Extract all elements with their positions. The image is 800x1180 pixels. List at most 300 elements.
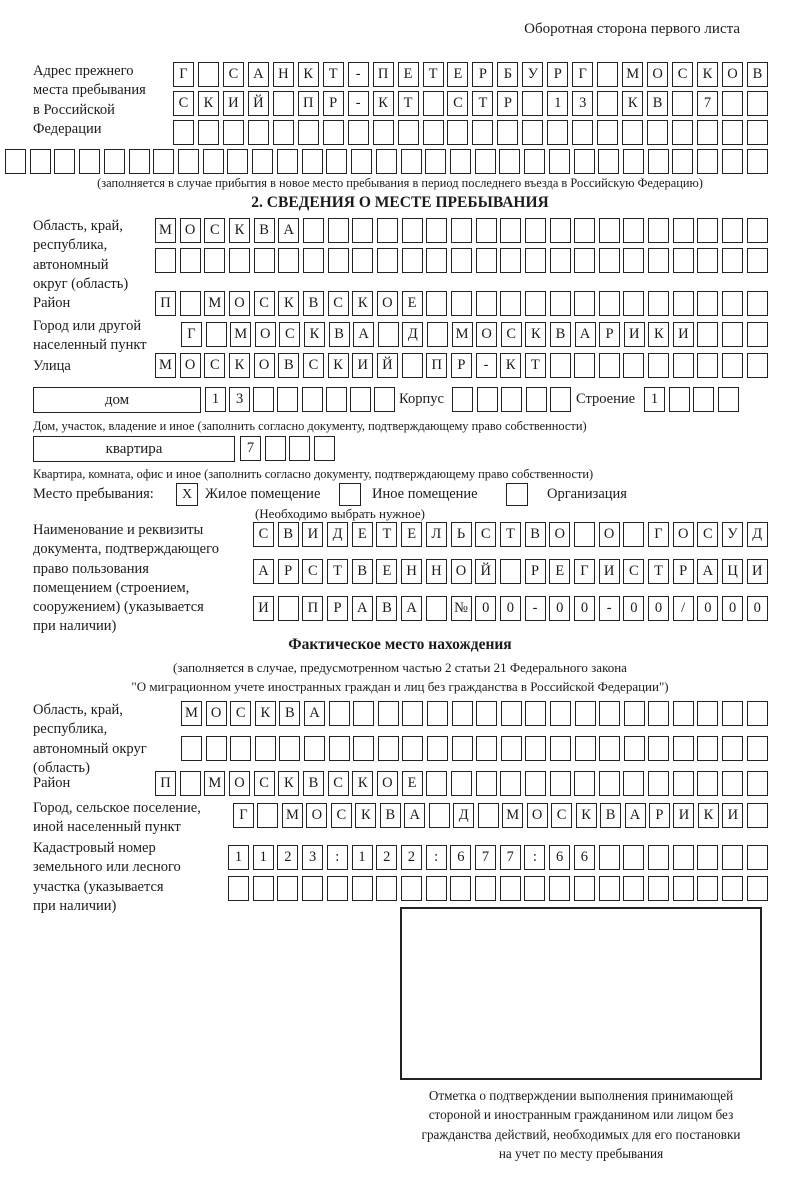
char-cell[interactable]: К	[355, 803, 376, 828]
char-cell[interactable]	[747, 91, 768, 116]
char-cell[interactable]	[747, 322, 768, 347]
char-cell[interactable]	[402, 248, 423, 273]
char-cell[interactable]	[648, 845, 669, 870]
char-cell[interactable]: К	[278, 291, 299, 316]
char-cell[interactable]: К	[298, 62, 319, 87]
char-cell[interactable]	[501, 701, 522, 726]
char-cell[interactable]	[401, 149, 422, 174]
char-cell[interactable]: К	[255, 701, 276, 726]
char-cell[interactable]	[550, 353, 571, 378]
char-cell[interactable]	[525, 771, 546, 796]
char-cell[interactable]: 0	[623, 596, 644, 621]
char-cell[interactable]: 7	[697, 91, 718, 116]
char-cell[interactable]	[204, 248, 225, 273]
char-cell[interactable]: А	[352, 596, 373, 621]
char-cell[interactable]	[302, 387, 323, 412]
char-cell[interactable]: И	[599, 559, 620, 584]
char-cell[interactable]: 1	[547, 91, 568, 116]
char-cell[interactable]	[425, 149, 446, 174]
char-cell[interactable]	[476, 701, 497, 726]
char-cell[interactable]	[477, 387, 498, 412]
char-cell[interactable]: О	[647, 62, 668, 87]
char-cell[interactable]	[401, 876, 422, 901]
char-cell[interactable]: К	[697, 62, 718, 87]
char-cell[interactable]: Н	[426, 559, 447, 584]
char-cell[interactable]	[254, 248, 275, 273]
char-cell[interactable]: В	[279, 701, 300, 726]
char-cell[interactable]	[547, 120, 568, 145]
char-cell[interactable]	[500, 559, 521, 584]
char-cell[interactable]: О	[377, 291, 398, 316]
char-cell[interactable]	[273, 120, 294, 145]
char-cell[interactable]: 1	[644, 387, 665, 412]
char-cell[interactable]	[574, 876, 595, 901]
char-cell[interactable]: К	[352, 291, 373, 316]
char-cell[interactable]: №	[451, 596, 472, 621]
char-cell[interactable]: О	[549, 522, 570, 547]
char-cell[interactable]: С	[173, 91, 194, 116]
char-cell[interactable]: П	[155, 291, 176, 316]
char-cell[interactable]: 7	[475, 845, 496, 870]
char-cell[interactable]: О	[306, 803, 327, 828]
char-cell[interactable]: О	[476, 322, 497, 347]
char-cell[interactable]: К	[648, 322, 669, 347]
char-cell[interactable]	[129, 149, 150, 174]
char-cell[interactable]	[278, 596, 299, 621]
char-cell[interactable]	[648, 248, 669, 273]
char-cell[interactable]	[423, 120, 444, 145]
char-cell[interactable]	[426, 248, 447, 273]
char-cell[interactable]: В	[278, 522, 299, 547]
char-cell[interactable]: Д	[327, 522, 348, 547]
char-cell[interactable]: М	[181, 701, 202, 726]
char-cell[interactable]	[476, 291, 497, 316]
char-cell[interactable]: М	[204, 291, 225, 316]
char-cell[interactable]	[304, 736, 325, 761]
char-cell[interactable]	[697, 322, 718, 347]
char-cell[interactable]: С	[447, 91, 468, 116]
char-cell[interactable]: Т	[327, 559, 348, 584]
char-cell[interactable]: П	[298, 91, 319, 116]
char-cell[interactable]	[452, 387, 473, 412]
char-cell[interactable]	[352, 248, 373, 273]
char-cell[interactable]: С	[551, 803, 572, 828]
char-cell[interactable]: О	[673, 522, 694, 547]
char-cell[interactable]: И	[253, 596, 274, 621]
stay-type-checkbox-dwelling[interactable]: X	[176, 483, 198, 506]
char-cell[interactable]	[476, 736, 497, 761]
char-cell[interactable]: Е	[447, 62, 468, 87]
char-cell[interactable]	[722, 291, 743, 316]
char-cell[interactable]	[722, 149, 743, 174]
char-cell[interactable]: 1	[205, 387, 226, 412]
char-cell[interactable]	[526, 387, 547, 412]
char-cell[interactable]: И	[302, 522, 323, 547]
char-cell[interactable]	[323, 120, 344, 145]
char-cell[interactable]	[522, 91, 543, 116]
char-cell[interactable]: А	[401, 596, 422, 621]
char-cell[interactable]: С	[623, 559, 644, 584]
char-cell[interactable]	[599, 771, 620, 796]
char-cell[interactable]: Й	[377, 353, 398, 378]
char-cell[interactable]: С	[223, 62, 244, 87]
char-cell[interactable]	[289, 436, 310, 461]
char-cell[interactable]	[206, 736, 227, 761]
char-cell[interactable]: 6	[450, 845, 471, 870]
char-cell[interactable]	[722, 248, 743, 273]
char-cell[interactable]	[326, 149, 347, 174]
char-cell[interactable]	[450, 876, 471, 901]
char-cell[interactable]	[203, 149, 224, 174]
char-cell[interactable]	[574, 522, 595, 547]
char-cell[interactable]	[257, 803, 278, 828]
char-cell[interactable]	[353, 736, 374, 761]
char-cell[interactable]: -	[476, 353, 497, 378]
char-cell[interactable]: К	[525, 322, 546, 347]
char-cell[interactable]	[672, 120, 693, 145]
char-cell[interactable]	[673, 218, 694, 243]
char-cell[interactable]	[697, 353, 718, 378]
char-cell[interactable]	[402, 353, 423, 378]
char-cell[interactable]: О	[451, 559, 472, 584]
char-cell[interactable]	[525, 736, 546, 761]
char-cell[interactable]	[697, 701, 718, 726]
char-cell[interactable]	[426, 876, 447, 901]
char-cell[interactable]	[525, 291, 546, 316]
char-cell[interactable]: М	[155, 353, 176, 378]
char-cell[interactable]: 7	[240, 436, 261, 461]
char-cell[interactable]: В	[747, 62, 768, 87]
char-cell[interactable]	[550, 387, 571, 412]
char-cell[interactable]: А	[278, 218, 299, 243]
char-cell[interactable]	[452, 701, 473, 726]
char-cell[interactable]: В	[303, 291, 324, 316]
char-cell[interactable]	[252, 149, 273, 174]
char-cell[interactable]	[623, 248, 644, 273]
char-cell[interactable]	[550, 771, 571, 796]
char-cell[interactable]: В	[550, 322, 571, 347]
char-cell[interactable]: Т	[472, 91, 493, 116]
char-cell[interactable]	[572, 120, 593, 145]
char-cell[interactable]: С	[331, 803, 352, 828]
char-cell[interactable]	[669, 387, 690, 412]
char-cell[interactable]: Т	[525, 353, 546, 378]
char-cell[interactable]	[5, 149, 26, 174]
char-cell[interactable]	[747, 701, 768, 726]
char-cell[interactable]	[574, 353, 595, 378]
char-cell[interactable]	[352, 876, 373, 901]
char-cell[interactable]	[697, 771, 718, 796]
char-cell[interactable]: К	[278, 771, 299, 796]
char-cell[interactable]: А	[304, 701, 325, 726]
char-cell[interactable]: Й	[475, 559, 496, 584]
char-cell[interactable]	[648, 736, 669, 761]
char-cell[interactable]	[697, 291, 718, 316]
char-cell[interactable]: Т	[648, 559, 669, 584]
char-cell[interactable]: В	[600, 803, 621, 828]
char-cell[interactable]	[525, 218, 546, 243]
char-cell[interactable]	[648, 291, 669, 316]
char-cell[interactable]: И	[624, 322, 645, 347]
char-cell[interactable]	[599, 353, 620, 378]
char-cell[interactable]	[673, 291, 694, 316]
char-cell[interactable]	[198, 62, 219, 87]
char-cell[interactable]: Р	[497, 91, 518, 116]
char-cell[interactable]	[747, 771, 768, 796]
char-cell[interactable]	[500, 771, 521, 796]
char-cell[interactable]: О	[599, 522, 620, 547]
char-cell[interactable]	[451, 291, 472, 316]
char-cell[interactable]: И	[673, 322, 694, 347]
char-cell[interactable]	[378, 701, 399, 726]
char-cell[interactable]	[673, 771, 694, 796]
char-cell[interactable]: 0	[549, 596, 570, 621]
char-cell[interactable]	[500, 291, 521, 316]
char-cell[interactable]	[718, 387, 739, 412]
char-cell[interactable]: Т	[376, 522, 397, 547]
char-cell[interactable]: В	[525, 522, 546, 547]
char-cell[interactable]	[598, 149, 619, 174]
char-cell[interactable]: П	[426, 353, 447, 378]
char-cell[interactable]: О	[722, 62, 743, 87]
char-cell[interactable]	[747, 149, 768, 174]
char-cell[interactable]	[597, 91, 618, 116]
char-cell[interactable]: К	[229, 218, 250, 243]
char-cell[interactable]: Н	[273, 62, 294, 87]
char-cell[interactable]	[648, 353, 669, 378]
char-cell[interactable]: 3	[229, 387, 250, 412]
char-cell[interactable]	[501, 387, 522, 412]
char-cell[interactable]: А	[353, 322, 374, 347]
char-cell[interactable]	[427, 322, 448, 347]
char-cell[interactable]: Р	[327, 596, 348, 621]
char-cell[interactable]: К	[328, 353, 349, 378]
char-cell[interactable]	[599, 736, 620, 761]
char-cell[interactable]: Е	[402, 771, 423, 796]
char-cell[interactable]	[623, 353, 644, 378]
char-cell[interactable]	[697, 218, 718, 243]
char-cell[interactable]	[429, 803, 450, 828]
char-cell[interactable]	[673, 736, 694, 761]
char-cell[interactable]: С	[254, 771, 275, 796]
char-cell[interactable]	[747, 803, 768, 828]
char-cell[interactable]	[648, 876, 669, 901]
char-cell[interactable]: М	[452, 322, 473, 347]
char-cell[interactable]	[522, 120, 543, 145]
char-cell[interactable]: А	[253, 559, 274, 584]
char-cell[interactable]: О	[255, 322, 276, 347]
char-cell[interactable]: С	[253, 522, 274, 547]
char-cell[interactable]	[697, 149, 718, 174]
char-cell[interactable]	[476, 771, 497, 796]
char-cell[interactable]: Р	[525, 559, 546, 584]
char-cell[interactable]: Т	[500, 522, 521, 547]
char-cell[interactable]	[198, 120, 219, 145]
char-cell[interactable]: О	[229, 291, 250, 316]
char-cell[interactable]: Е	[549, 559, 570, 584]
char-cell[interactable]: О	[254, 353, 275, 378]
char-cell[interactable]	[693, 387, 714, 412]
char-cell[interactable]	[673, 845, 694, 870]
char-cell[interactable]: Т	[423, 62, 444, 87]
char-cell[interactable]	[277, 149, 298, 174]
char-cell[interactable]: Ц	[722, 559, 743, 584]
char-cell[interactable]: С	[204, 353, 225, 378]
char-cell[interactable]	[525, 248, 546, 273]
char-cell[interactable]: В	[278, 353, 299, 378]
char-cell[interactable]	[348, 120, 369, 145]
char-cell[interactable]	[722, 353, 743, 378]
char-cell[interactable]: -	[348, 62, 369, 87]
char-cell[interactable]: П	[373, 62, 394, 87]
char-cell[interactable]	[697, 845, 718, 870]
char-cell[interactable]	[253, 876, 274, 901]
char-cell[interactable]	[427, 736, 448, 761]
char-cell[interactable]: Т	[323, 62, 344, 87]
char-cell[interactable]	[550, 291, 571, 316]
char-cell[interactable]	[328, 218, 349, 243]
char-cell[interactable]	[500, 218, 521, 243]
char-cell[interactable]	[747, 353, 768, 378]
char-cell[interactable]	[672, 149, 693, 174]
char-cell[interactable]	[574, 771, 595, 796]
char-cell[interactable]	[623, 522, 644, 547]
char-cell[interactable]	[426, 771, 447, 796]
char-cell[interactable]: Р	[451, 353, 472, 378]
char-cell[interactable]	[328, 248, 349, 273]
char-cell[interactable]: -	[525, 596, 546, 621]
char-cell[interactable]	[648, 701, 669, 726]
char-cell[interactable]: К	[622, 91, 643, 116]
char-cell[interactable]	[747, 120, 768, 145]
char-cell[interactable]	[599, 248, 620, 273]
char-cell[interactable]	[350, 387, 371, 412]
char-cell[interactable]: 0	[475, 596, 496, 621]
char-cell[interactable]: В	[352, 559, 373, 584]
char-cell[interactable]	[673, 876, 694, 901]
char-cell[interactable]: Р	[649, 803, 670, 828]
char-cell[interactable]: Р	[278, 559, 299, 584]
char-cell[interactable]	[279, 736, 300, 761]
char-cell[interactable]: Е	[376, 559, 397, 584]
char-cell[interactable]	[248, 120, 269, 145]
char-cell[interactable]	[476, 248, 497, 273]
char-cell[interactable]: И	[352, 353, 373, 378]
char-cell[interactable]: М	[502, 803, 523, 828]
char-cell[interactable]	[673, 248, 694, 273]
char-cell[interactable]	[329, 701, 350, 726]
char-cell[interactable]: И	[747, 559, 768, 584]
char-cell[interactable]	[747, 291, 768, 316]
char-cell[interactable]	[398, 120, 419, 145]
char-cell[interactable]	[550, 701, 571, 726]
char-cell[interactable]: У	[722, 522, 743, 547]
char-cell[interactable]: 1	[352, 845, 373, 870]
char-cell[interactable]	[427, 701, 448, 726]
char-cell[interactable]	[426, 218, 447, 243]
char-cell[interactable]	[277, 387, 298, 412]
char-cell[interactable]	[574, 291, 595, 316]
char-cell[interactable]	[574, 149, 595, 174]
char-cell[interactable]	[525, 701, 546, 726]
char-cell[interactable]	[475, 149, 496, 174]
char-cell[interactable]	[549, 149, 570, 174]
char-cell[interactable]: М	[282, 803, 303, 828]
char-cell[interactable]: Р	[673, 559, 694, 584]
char-cell[interactable]	[673, 353, 694, 378]
char-cell[interactable]: Т	[398, 91, 419, 116]
char-cell[interactable]: С	[475, 522, 496, 547]
char-cell[interactable]: Г	[181, 322, 202, 347]
char-cell[interactable]	[722, 120, 743, 145]
char-cell[interactable]: 0	[500, 596, 521, 621]
char-cell[interactable]: В	[329, 322, 350, 347]
char-cell[interactable]: Е	[398, 62, 419, 87]
char-cell[interactable]	[402, 218, 423, 243]
char-cell[interactable]	[623, 771, 644, 796]
char-cell[interactable]: М	[155, 218, 176, 243]
char-cell[interactable]: 3	[572, 91, 593, 116]
char-cell[interactable]	[722, 91, 743, 116]
char-cell[interactable]	[499, 149, 520, 174]
char-cell[interactable]: :	[524, 845, 545, 870]
char-cell[interactable]	[378, 736, 399, 761]
char-cell[interactable]	[747, 876, 768, 901]
char-cell[interactable]: 2	[376, 845, 397, 870]
char-cell[interactable]	[478, 803, 499, 828]
char-cell[interactable]: Е	[402, 291, 423, 316]
stay-type-checkbox-other[interactable]	[339, 483, 361, 506]
char-cell[interactable]	[278, 248, 299, 273]
char-cell[interactable]	[378, 322, 399, 347]
char-cell[interactable]	[229, 248, 250, 273]
char-cell[interactable]	[352, 218, 373, 243]
char-cell[interactable]	[376, 149, 397, 174]
char-cell[interactable]: 0	[648, 596, 669, 621]
char-cell[interactable]: К	[198, 91, 219, 116]
char-cell[interactable]: 1	[253, 845, 274, 870]
char-cell[interactable]	[104, 149, 125, 174]
char-cell[interactable]	[648, 218, 669, 243]
char-cell[interactable]	[451, 248, 472, 273]
char-cell[interactable]: Й	[248, 91, 269, 116]
char-cell[interactable]	[450, 149, 471, 174]
char-cell[interactable]: О	[527, 803, 548, 828]
char-cell[interactable]: Д	[402, 322, 423, 347]
char-cell[interactable]	[206, 322, 227, 347]
char-cell[interactable]: -	[348, 91, 369, 116]
char-cell[interactable]	[697, 248, 718, 273]
char-cell[interactable]: А	[404, 803, 425, 828]
char-cell[interactable]	[599, 701, 620, 726]
char-cell[interactable]	[550, 736, 571, 761]
char-cell[interactable]: С	[697, 522, 718, 547]
char-cell[interactable]	[722, 322, 743, 347]
char-cell[interactable]	[79, 149, 100, 174]
char-cell[interactable]: Г	[574, 559, 595, 584]
char-cell[interactable]	[173, 120, 194, 145]
char-cell[interactable]	[747, 218, 768, 243]
char-cell[interactable]: О	[180, 353, 201, 378]
char-cell[interactable]: Д	[747, 522, 768, 547]
char-cell[interactable]: 2	[277, 845, 298, 870]
char-cell[interactable]	[697, 120, 718, 145]
char-cell[interactable]: К	[576, 803, 597, 828]
char-cell[interactable]	[180, 771, 201, 796]
char-cell[interactable]	[722, 701, 743, 726]
char-cell[interactable]	[373, 120, 394, 145]
char-cell[interactable]	[155, 248, 176, 273]
